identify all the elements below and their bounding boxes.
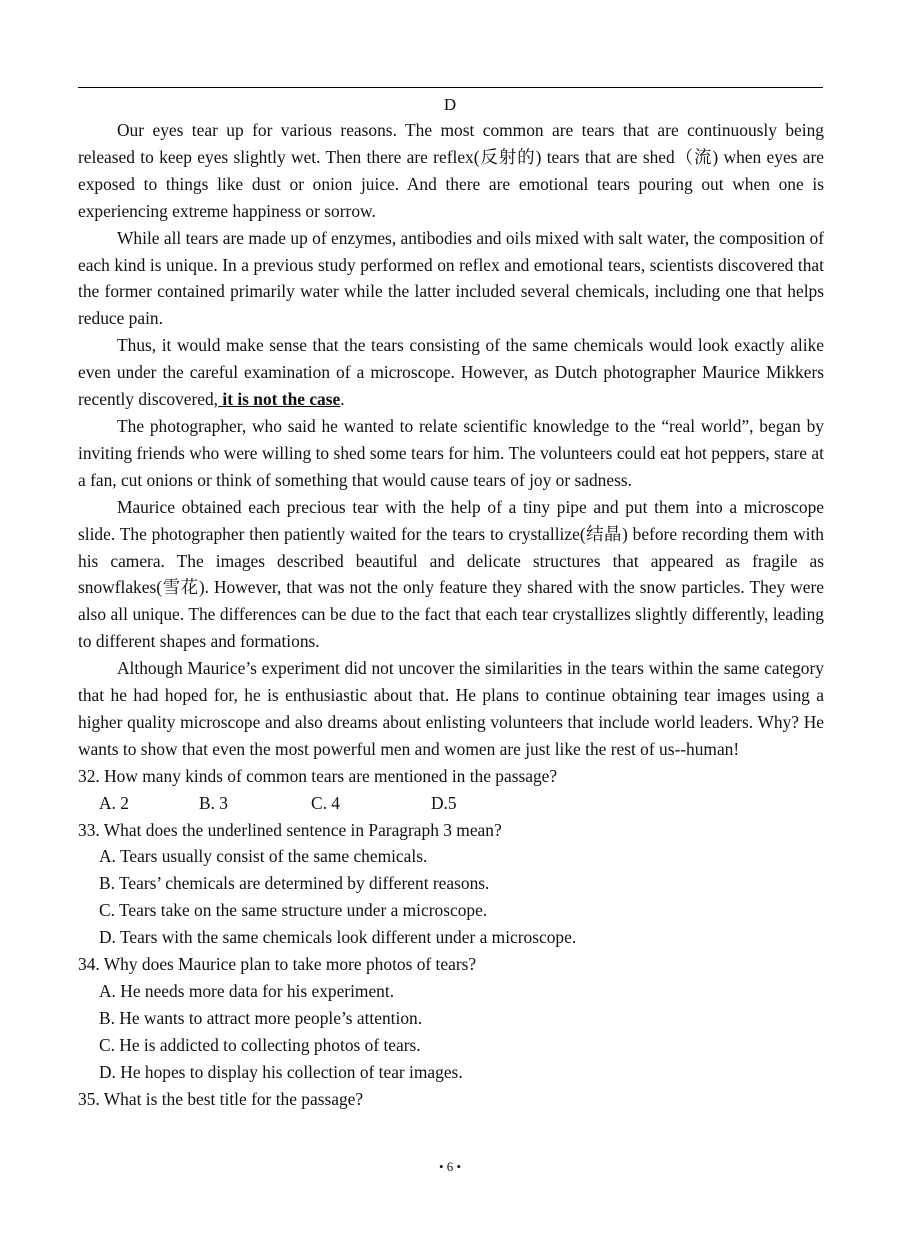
question-stem: 34. Why does Maurice plan to take more photos of tears? (78, 954, 477, 975)
paragraph-text: . (340, 389, 345, 410)
header-rule (78, 87, 823, 88)
option: D. He hopes to display his collection of tear images. (99, 1061, 463, 1082)
option: D. Tears with the same chemicals look different under a microscope. (99, 927, 577, 948)
passage-and-questions (78, 117, 824, 1113)
option: B. Tears’ chemicals are determined by different reasons. (99, 873, 490, 894)
option: C. Tears take on the same structure under a microscope. (99, 900, 488, 921)
option: B. He wants to attract more people’s attention. (99, 1007, 423, 1028)
option: A. He needs more data for his experiment. (99, 981, 395, 1001)
paragraph-text: Thus, it would make sense that the tears consisting of the same chemicals would look exactly alike even under the careful examination of a microscope. However, as Dutch photographer Maurice Mikkers recently discovered, (78, 335, 824, 410)
option: A. Tears usually consist of the same chemicals. (99, 846, 428, 867)
option: D.5 (431, 792, 457, 813)
option: A. 2 (99, 792, 129, 813)
page-number: • 6 • (438, 1159, 462, 1174)
paragraph: The photographer, who said he wanted to relate scientific knowledge to the “real world”, began by inviting friends who were willing to shed some tears for him. The volunteers could eat hot peppers, stare at a fan, cut onions or think of something that would cause tears of joy or sadness. (78, 415, 824, 490)
question-stem: 33. What does the underlined sentence in Paragraph 3 mean? (78, 819, 502, 840)
option: B. 3 (199, 792, 228, 813)
paragraph: While all tears are made up of enzymes, antibodies and oils mixed with salt water, the composition of each kind is unique. In a previous study performed on reflex and emotional tears, scientists discovered that the former contained primarily water while the latter included several chemicals, including one that helps reduce pain. (78, 227, 824, 329)
question-stem: 32. How many kinds of common tears are mentioned in the passage? (78, 765, 558, 786)
option: C. He is addicted to collecting photos of tears. (99, 1034, 421, 1055)
question-stem: 35. What is the best title for the passage? (78, 1088, 364, 1109)
paragraph (78, 332, 824, 413)
paragraph: Our eyes tear up for various reasons. The most common are tears that are continuously being released to keep eyes slightly wet. Then there are reflex(反射的) tears that are shed（流) when eyes are exposed to things like dust or onion juice. And there are emotional tears pouring out when one is experiencing extreme happiness or sorrow. (78, 120, 824, 221)
option-row (78, 790, 824, 817)
section-heading: D (443, 95, 457, 114)
paragraph: Maurice obtained each precious tear with the help of a tiny pipe and put them into a microscope slide. The photographer then patiently waited for the tears to crystallize(结晶) before recording them with his camera. The images described beautiful and delicate structures that appeared as fragile as snowflakes(雪花). However, that was not the only feature they shared with the snow particles. They were also all unique. The differences can be due to the fact that each tear crystallizes slightly differently, leading to different shapes and formations. (78, 496, 824, 652)
underlined-sentence: it is not the case (218, 389, 341, 410)
option: C. 4 (311, 792, 340, 813)
paragraph: Although Maurice’s experiment did not uncover the similarities in the tears within the same category that he had hoped for, he is enthusiastic about that. He plans to continue obtaining tear images using a higher quality microscope and also dreams about enlisting volunteers that include world leaders. Why? He wants to show that even the most powerful men and women are just like the rest of us--human! (78, 658, 824, 759)
